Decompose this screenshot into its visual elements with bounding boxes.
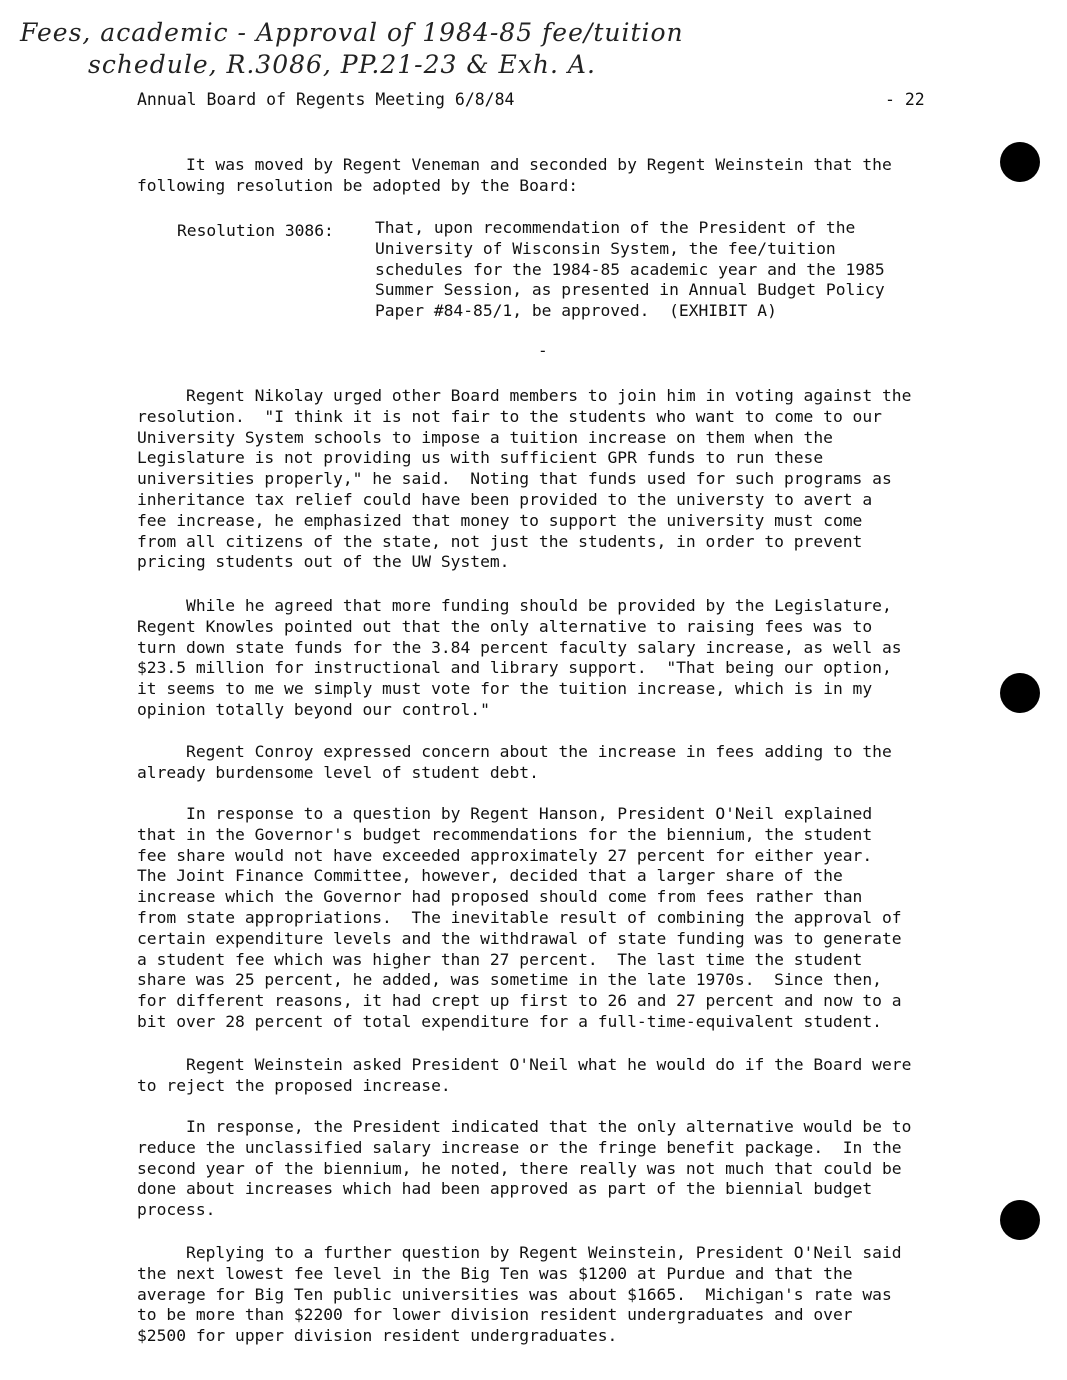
text-line: That, upon recommendation of the President of the [375, 218, 856, 237]
text-line: second year of the biennium, he noted, there really was not much that could be [137, 1158, 902, 1178]
text-line: University of Wisconsin System, the fee/tuition [375, 238, 836, 258]
binder-hole-middle [1000, 673, 1040, 713]
text-line: Regent Conroy expressed concern about the increase in fees adding to the [137, 742, 892, 761]
text-line: Legislature is not providing us with sufficient GPR funds to run these [137, 448, 824, 468]
page-header-title: Annual Board of Regents Meeting 6/8/84 [137, 90, 515, 109]
text-line: to reject the proposed increase. [137, 1075, 451, 1095]
text-line: In response to a question by Regent Hanson, President O'Neil explained [137, 804, 873, 823]
text-line: certain expenditure levels and the withdrawal of state funding was to generate [137, 928, 902, 948]
text-line: It was moved by Regent Veneman and seconded by Regent Weinstein that the [137, 155, 892, 174]
text-line: it seems to me we simply must vote for the tuition increase, which is in my [137, 679, 873, 699]
text-line: following resolution be adopted by the Board: [137, 175, 579, 195]
text-line: opinion totally beyond our control." [137, 699, 490, 719]
page-number: - 22 [885, 90, 925, 109]
text-line: The Joint Finance Committee, however, decided that a larger share of the [137, 866, 843, 886]
text-line: turn down state funds for the 3.84 percent faculty salary increase, as well as [137, 637, 902, 657]
text-line: a student fee which was higher than 27 percent. The last time the student [137, 949, 863, 969]
text-line: $2500 for upper division resident undergraduates. [137, 1326, 618, 1346]
text-line: average for Big Ten public universities was about $1665. Michigan's rate was [137, 1284, 892, 1304]
text-line: from state appropriations. The inevitable result of combining the approval of [137, 907, 902, 927]
text-line: schedules for the 1984-85 academic year and the 1985 [375, 259, 885, 279]
text-line: bit over 28 percent of total expenditure for a full-time-equivalent student. [137, 1011, 882, 1031]
text-line: from all citizens of the state, not just the students, in order to prevent [137, 531, 863, 551]
text-line: $23.5 million for instructional and library support. "That being our option, [137, 658, 892, 678]
motion-paragraph [137, 155, 957, 197]
paragraph-hanson-question [137, 804, 957, 1033]
text-line: that in the Governor's budget recommendations for the biennium, the student [137, 824, 873, 844]
text-line: Summer Session, as presented in Annual Budget Policy [375, 280, 885, 300]
resolution-label: Resolution 3086: [177, 221, 334, 240]
text-line: to be more than $2200 for lower division resident undergraduates and over [137, 1305, 853, 1325]
text-line: fee share would not have exceeded approximately 27 percent for either year. [137, 845, 873, 865]
paragraph-weinstein-question [137, 1055, 957, 1097]
paragraph-big-ten-fees [137, 1243, 957, 1347]
text-line: inheritance tax relief could have been provided to the universty to avert a [137, 489, 873, 509]
text-line: pricing students out of the UW System. [137, 552, 510, 572]
handwritten-annotation-line-1: Fees, academic - Approval of 1984-85 fee/tuition [20, 18, 684, 47]
text-line: universities properly," he said. Noting that funds used for such programs as [137, 469, 892, 489]
text-line: for different reasons, it had crept up first to 26 and 27 percent and now to a [137, 991, 902, 1011]
text-line: University System schools to impose a tuition increase on them when the [137, 427, 833, 447]
text-line: already burdensome level of student debt. [137, 762, 539, 782]
binder-hole-bottom [1000, 1200, 1040, 1240]
text-line: Paper #84-85/1, be approved. (EXHIBIT A) [375, 301, 777, 321]
text-line: While he agreed that more funding should be provided by the Legislature, [137, 596, 892, 615]
paragraph-knowles [137, 596, 957, 721]
text-line: Regent Nikolay urged other Board members to join him in voting against the [137, 386, 912, 405]
text-line: increase which the Governor had proposed should come from fees rather than [137, 887, 863, 907]
binder-hole-top [1000, 142, 1040, 182]
text-line: Regent Knowles pointed out that the only alternative to raising fees was to [137, 616, 873, 636]
text-line: process. [137, 1200, 216, 1220]
resolution-text [375, 218, 885, 322]
paragraph-nikolay [137, 386, 957, 573]
paragraph-president-response [137, 1117, 957, 1221]
text-line: share was 25 percent, he added, was sometime in the late 1970s. Since then, [137, 970, 882, 990]
text-line: Replying to a further question by Regent Weinstein, President O'Neil said [137, 1243, 902, 1262]
separator-dash: - [538, 341, 548, 360]
text-line: fee increase, he emphasized that money to support the university must come [137, 510, 863, 530]
text-line: the next lowest fee level in the Big Ten was $1200 at Purdue and that the [137, 1263, 853, 1283]
text-line: resolution. "I think it is not fair to the students who want to come to our [137, 406, 882, 426]
text-line: Regent Weinstein asked President O'Neil what he would do if the Board were [137, 1055, 912, 1074]
text-line: In response, the President indicated that the only alternative would be to [137, 1117, 912, 1136]
paragraph-conroy [137, 742, 957, 784]
handwritten-annotation-line-2: schedule, R.3086, PP.21-23 & Exh. A. [88, 50, 596, 79]
text-line: done about increases which had been approved as part of the biennial budget [137, 1179, 873, 1199]
text-line: reduce the unclassified salary increase or the fringe benefit package. In the [137, 1137, 902, 1157]
